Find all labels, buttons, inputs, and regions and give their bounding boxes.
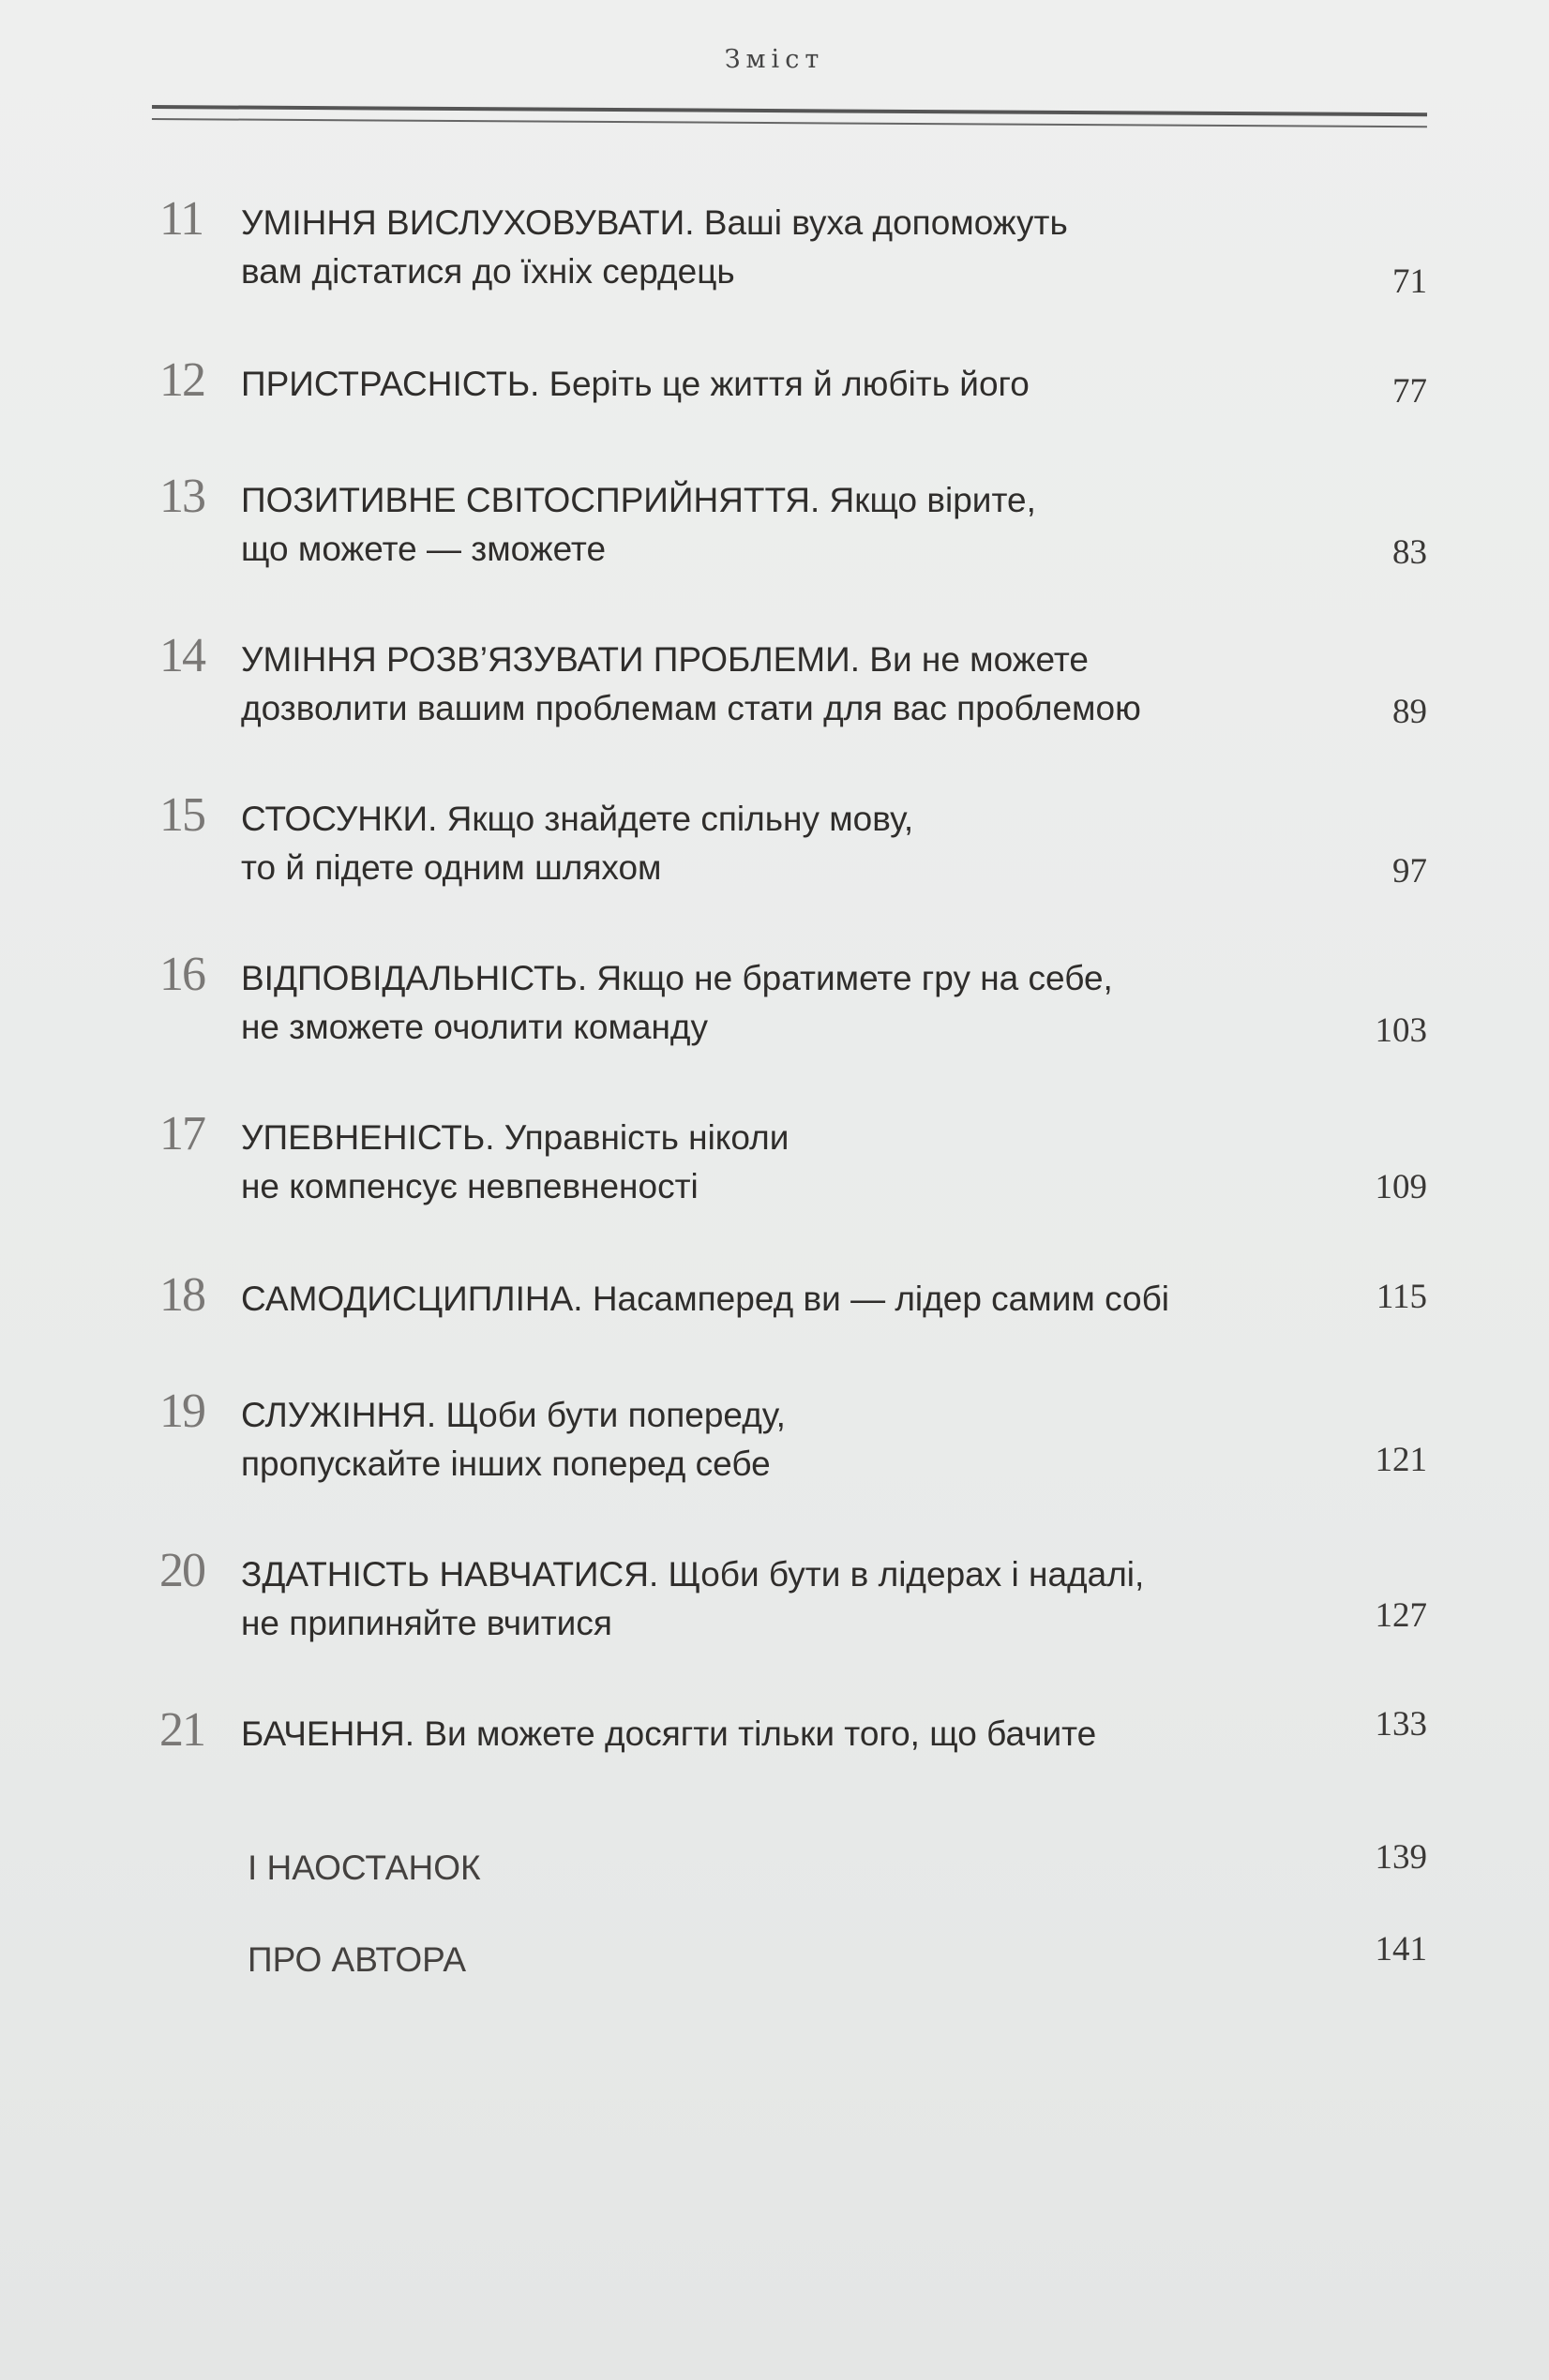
chapter-number: 16 — [159, 948, 204, 1001]
chapter-title — [241, 795, 1254, 892]
chapter-title-line: не припиняйте вчитися — [241, 1604, 612, 1642]
page-number: 121 — [1375, 1441, 1427, 1479]
toc-entry — [159, 352, 1427, 418]
page-number: 97 — [1392, 852, 1427, 891]
chapter-title — [241, 1710, 1254, 1759]
chapter-title-line: ЗДАТНІСТЬ НАВЧАТИСЯ. Щоби бути в лідерах і надалі, — [241, 1555, 1145, 1594]
page-number: 89 — [1392, 693, 1427, 731]
toc-entry — [159, 1543, 1427, 1646]
chapter-number: 11 — [159, 192, 203, 246]
toc-entry — [159, 787, 1427, 891]
chapter-title-line: ПОЗИТИВНЕ СВІТОСПРИЙНЯТТЯ. Якщо вірите, — [241, 481, 1036, 519]
page-number: 127 — [1375, 1596, 1427, 1635]
page-number: 103 — [1375, 1011, 1427, 1050]
toc-entry — [159, 1267, 1427, 1333]
chapter-title — [241, 1550, 1254, 1648]
toc-entry — [159, 947, 1427, 1050]
end-matter-label: ПРО АВТОРА — [248, 1940, 467, 1979]
toc-entry — [159, 1702, 1427, 1768]
chapter-number: 21 — [159, 1703, 204, 1757]
chapter-title-line: дозволити вашим проблемам стати для вас проблемою — [241, 689, 1141, 727]
toc-entry — [159, 1384, 1427, 1487]
chapter-title-line: пропускайте інших поперед себе — [241, 1444, 771, 1483]
chapter-title — [241, 636, 1254, 733]
page-number: 133 — [1375, 1705, 1427, 1744]
page-number: 83 — [1392, 533, 1427, 572]
chapter-number: 17 — [159, 1107, 204, 1160]
chapter-title-line: ПРИСТРАСНІСТЬ. Беріть це життя й любіть його — [241, 365, 1030, 403]
toc-entry — [159, 1106, 1427, 1209]
chapter-title — [241, 1275, 1254, 1324]
chapter-title-line: що можете — зможете — [241, 530, 607, 568]
chapter-title-line: СЛУЖІННЯ. Щоби бути попереду, — [241, 1396, 786, 1434]
chapter-title-line: БАЧЕННЯ. Ви можете досягти тільки того, що бачите — [241, 1714, 1097, 1753]
chapter-title — [241, 199, 1254, 296]
page-number: 141 — [1375, 1930, 1427, 1968]
chapter-title-line: не компенсує невпевненості — [241, 1167, 699, 1205]
chapter-title-line: то й підете одним шляхом — [241, 848, 662, 887]
chapter-number: 15 — [159, 788, 204, 842]
page-header-title: Зміст — [724, 45, 825, 74]
page-number: 115 — [1376, 1278, 1427, 1316]
chapter-title-line: СТОСУНКИ. Якщо знайдете спільну мову, — [241, 800, 914, 838]
chapter-number: 12 — [159, 353, 204, 407]
chapter-title-line: САМОДИСЦИПЛІНА. Насамперед ви — лідер самим собі — [241, 1280, 1169, 1318]
end-matter-label: І НАОСТАНОК — [248, 1849, 481, 1887]
chapter-title-line: УМІННЯ РОЗВ’ЯЗУВАТИ ПРОБЛЕМИ. Ви не можете — [241, 640, 1089, 679]
chapter-title-line: не зможете очолити команду — [241, 1008, 709, 1046]
chapter-number: 14 — [159, 629, 204, 682]
chapter-title — [241, 1391, 1254, 1489]
toc-entry — [159, 191, 1427, 301]
toc-entry — [159, 628, 1427, 731]
chapter-title — [241, 954, 1254, 1052]
page-number: 71 — [1392, 262, 1427, 301]
page-number: 109 — [1375, 1168, 1427, 1206]
chapter-number: 18 — [159, 1268, 204, 1322]
chapter-number: 20 — [159, 1544, 204, 1597]
toc-entry — [159, 469, 1427, 572]
chapter-title — [241, 476, 1254, 574]
page-number: 77 — [1392, 372, 1427, 411]
chapter-title — [241, 360, 1254, 409]
chapter-title — [241, 1114, 1254, 1211]
chapter-title-line: ВІДПОВІДАЛЬНІСТЬ. Якщо не братимете гру на себе, — [241, 959, 1113, 997]
chapter-title-line: УПЕВНЕНІСТЬ. Управність ніколи — [241, 1118, 790, 1157]
chapter-title-line: вам дістатися до їхніх сердець — [241, 252, 735, 291]
chapter-number: 13 — [159, 470, 204, 523]
chapter-title-line: УМІННЯ ВИСЛУХОВУВАТИ. Ваші вуха допоможуть — [241, 203, 1068, 242]
page-number: 139 — [1375, 1838, 1427, 1877]
chapter-number: 19 — [159, 1385, 204, 1438]
